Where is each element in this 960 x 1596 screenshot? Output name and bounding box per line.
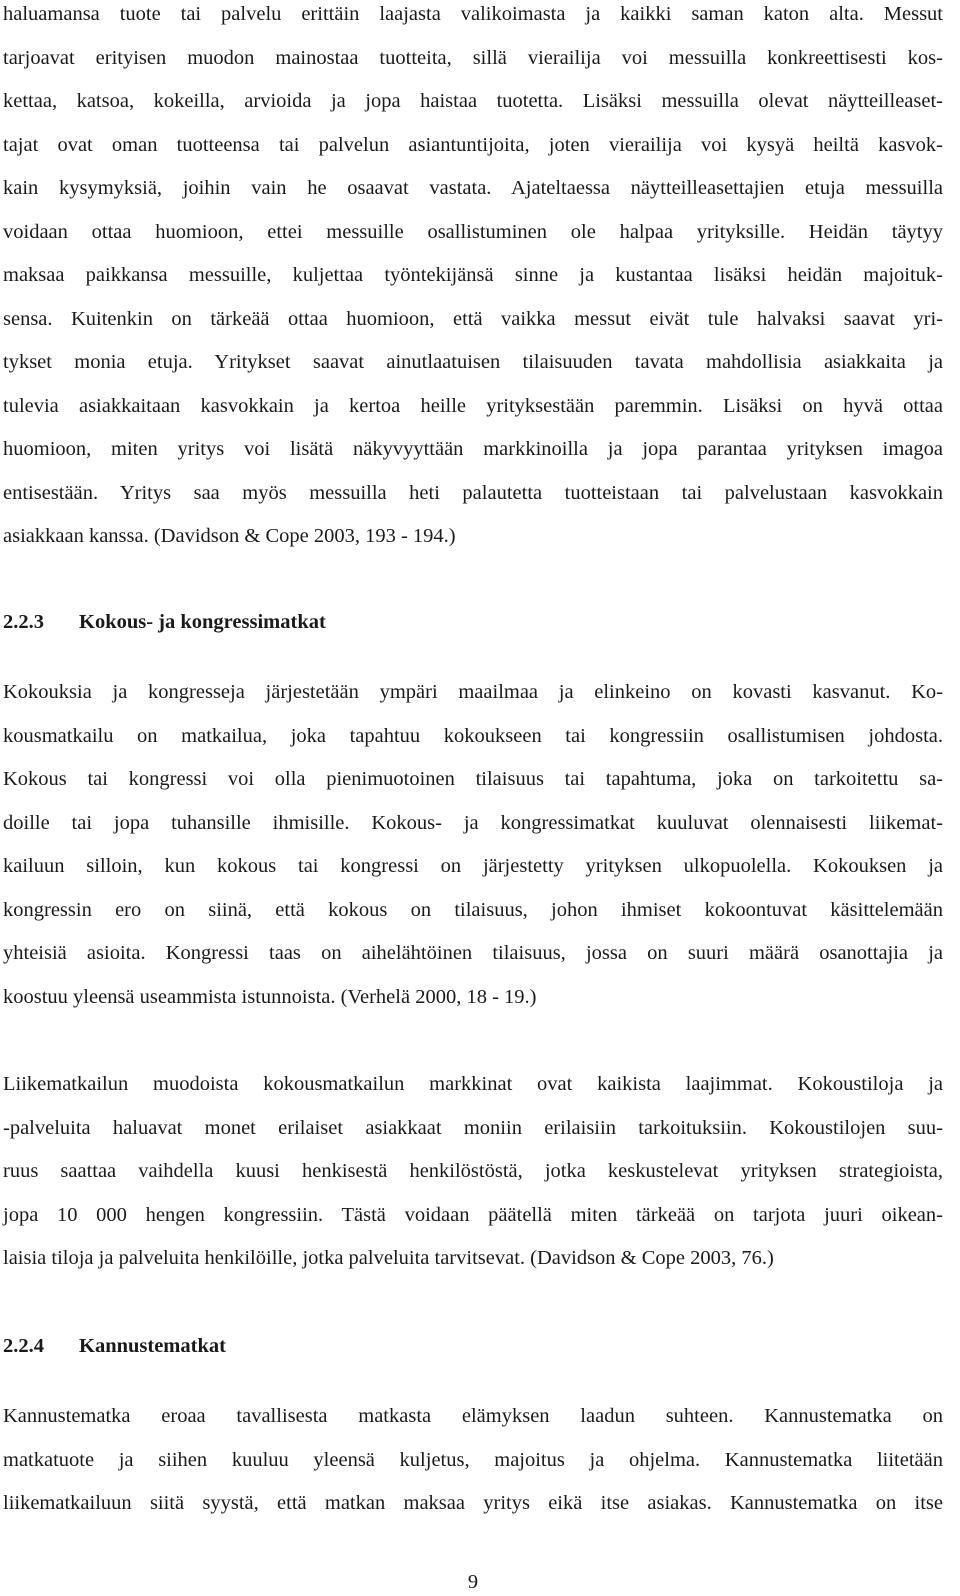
- section-number: 2.2.3: [3, 611, 44, 633]
- text-line: liikematkailuun siitä syystä, että matkan maksaa yritys eikä itse asiakas. Kannustematka on itse: [3, 1492, 943, 1514]
- text-line: Liikematkailun muodoista kokousmatkailun markkinat ovat kaikista laajimmat. Kokoustiloja ja: [3, 1073, 943, 1095]
- text-line: voidaan ottaa huomioon, ettei messuille osallistuminen ole halpaa yrityksille. Heidän täytyy: [3, 220, 943, 243]
- section-title: Kokous- ja kongressimatkat: [79, 611, 326, 633]
- text-line: sensa. Kuitenkin on tärkeää ottaa huomioon, että vaikka messut eivät tule halvaksi saavat yri-: [3, 307, 943, 330]
- text-line: jopa 10 000 hengen kongressiin. Tästä voidaan päätellä miten tärkeää on tarjota juuri oikean-: [3, 1203, 943, 1226]
- paragraph-messut: [3, 0, 943, 559]
- text-line: kousmatkailu on matkailua, joka tapahtuu kokoukseen tai kongressiin osallistumisen johdosta.: [3, 724, 943, 747]
- text-line: huomioon, miten yritys voi lisätä näkyvyyttään markkinoilla ja jopa parantaa yrityksen imagoa: [3, 438, 943, 460]
- text-line: Kannustematka eroaa tavallisesta matkasta elämyksen laadun suhteen. Kannustematka on: [3, 1405, 943, 1427]
- text-line: kailuun silloin, kun kokous tai kongressi on järjestetty yrityksen ulkopuolella. Kokouksen ja: [3, 855, 943, 877]
- paragraph-kannustematka: [3, 1395, 943, 1526]
- text-line: matkatuote ja siihen kuuluu yleensä kuljetus, majoitus ja ohjelma. Kannustematka liitetään: [3, 1448, 943, 1471]
- text-line: tykset monia etuja. Yritykset saavat ainutlaatuisen tilaisuuden tavata mahdollisia asiakkaita ja: [3, 351, 943, 373]
- page-number: 9: [467, 1571, 479, 1593]
- paragraph-kokousmatkailu-markkinat: [3, 1063, 943, 1281]
- text-line: -palveluita haluavat monet erilaiset asiakkaat moniin erilaisiin tarkoituksiin. Kokoustilojen suu-: [3, 1116, 943, 1139]
- text-line: tarjoavat erityisen muodon mainostaa tuotteita, sillä vierailija voi messuilla konkreettisesti kos-: [3, 46, 943, 69]
- text-line: kongressin ero on siinä, että kokous on tilaisuus, johon ihmiset kokoontuvat käsittelemään: [3, 898, 943, 921]
- section-number: 2.2.4: [3, 1335, 44, 1357]
- text-line: entisestään. Yritys saa myös messuilla heti palautetta tuotteistaan tai palvelustaan kasvokkain: [3, 481, 943, 504]
- text-line: maksaa paikkansa messuille, kuljettaa työntekijänsä sinne ja kustantaa lisäksi heidän majoituk-: [3, 264, 943, 286]
- text-line: Kokouksia ja kongresseja järjestetään ympäri maailmaa ja elinkeino on kovasti kasvanut. Ko-: [3, 681, 943, 703]
- text-line: Kokous tai kongressi voi olla pienimuotoinen tilaisuus tai tapahtuma, joka on tarkoitettu sa-: [3, 768, 943, 790]
- text-line: kettaa, katsoa, kokeilla, arvioida ja jopa haistaa tuotetta. Lisäksi messuilla olevat näytteilleaset-: [3, 90, 943, 112]
- text-line: yhteisiä asioita. Kongressi taas on aihelähtöinen tilaisuus, jossa on suuri määrä osanottajia ja: [3, 942, 943, 964]
- section-title: Kannustematkat: [79, 1335, 226, 1357]
- text-line: doille tai jopa tuhansille ihmisille. Kokous- ja kongressimatkat kuuluvat olennaisesti liikemat-: [3, 811, 943, 834]
- text-line: tajat ovat oman tuotteensa tai palvelun asiantuntijoita, joten vierailija voi kysyä heiltä kasvok-: [3, 133, 943, 156]
- text-line: asiakkaan kanssa. (Davidson & Cope 2003, 193 - 194.): [3, 525, 456, 547]
- paragraph-kokoukset: [3, 671, 943, 1019]
- text-line: kain kysymyksiä, joihin vain he osaavat vastata. Ajateltaessa näytteilleasettajien etuja messuilla: [3, 177, 943, 199]
- text-line: koostuu yleensä useammista istunnoista. (Verhelä 2000, 18 - 19.): [3, 985, 537, 1008]
- text-line: laisia tiloja ja palveluita henkilöille, jotka palveluita tarvitsevat. (Davidson & Cope 2003, 76.): [3, 1247, 774, 1269]
- text-line: tulevia asiakkaitaan kasvokkain ja kertoa heille yrityksestään paremmin. Lisäksi on hyvä ottaa: [3, 394, 943, 417]
- section-heading-kokousmatkat: [3, 601, 326, 645]
- text-line: ruus saattaa vaihdella kuusi henkisestä henkilöstöstä, jotka keskustelevat yrityksen strategioista,: [3, 1160, 943, 1182]
- text-line: haluamansa tuote tai palvelu erittäin laajasta valikoimasta ja kaikki saman katon alta. Messut: [3, 3, 943, 25]
- section-heading-kannustematkat: [3, 1325, 226, 1369]
